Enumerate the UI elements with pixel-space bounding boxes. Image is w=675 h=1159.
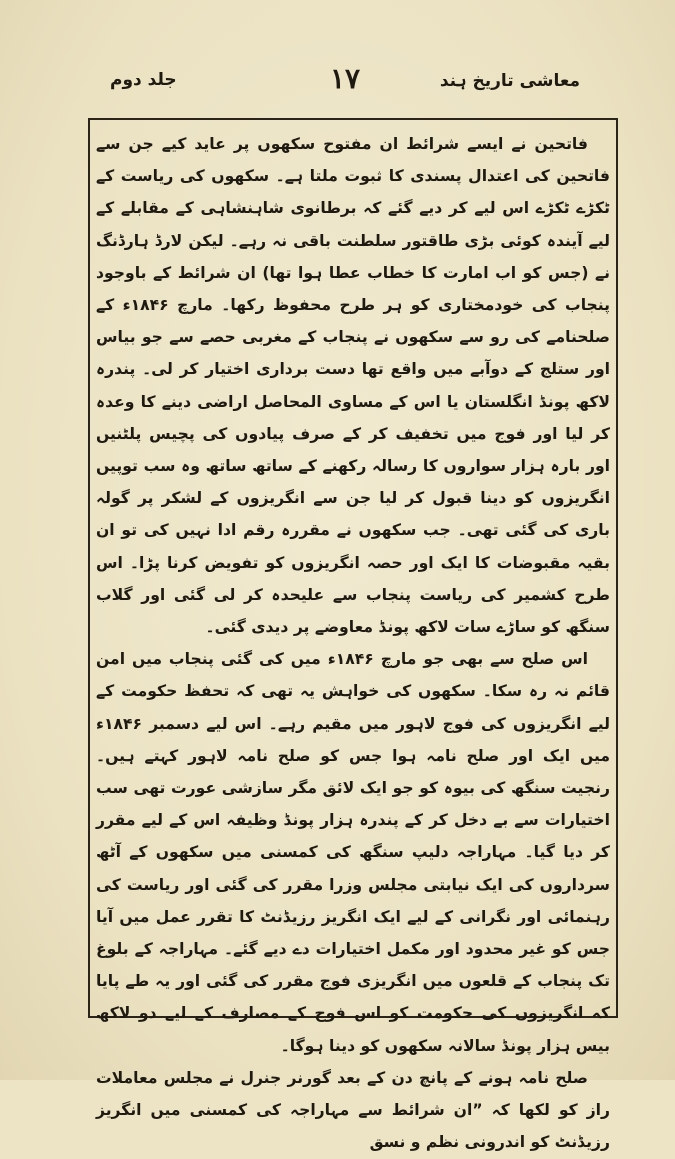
paragraph-1: فاتحین نے ایسے شرائط ان مفتوح سکھوں پر عاید کیے جن سے فاتحین کی اعتدال پسندی کا ثبوت ملتا ہے۔ سکھوں کی ریاست کے ٹکڑے ٹکڑے اس لیے کر دیے گئے کہ برطانوی شاہنشاہی کے مقابلے کے لیے آیندہ کوئی بڑی طاقتور سلطنت باقی نہ رہے۔ لیکن لارڈ ہارڈنگ نے (جس کو اب امارت کا خطاب عطا ہوا تھا) ان شرائط کے باوجود پنجاب کی خودمختاری کو ہر طرح محفوظ رکھا۔ مارچ ۱۸۴۶ء کے صلحنامے کی رو سے سکھوں نے پنجاب کے مغربی حصے سے جو بیاس اور ستلج کے دوآبے میں واقع تھا دست برداری اختیار کر لی۔ پندرہ لاکھ پونڈ انگلستان یا اس کے مساوی المحاصل اراضی دینے کا وعدہ کر لیا اور فوج میں تخفیف کر کے صرف پیادوں کی پچیس پلٹنیں اور بارہ ہزار سواروں کا رسالہ رکھنے کے ساتھ ساتھ وہ سب توپیں انگریزوں کو دینا قبول کر لیا جن سے انگریزوں کے لشکر پر گولہ باری کی گئی تھی۔ جب سکھوں نے مقررہ رقم ادا نہیں کی تو ان بقیہ مقبوضات کا ایک اور حصہ انگریزوں کو تفویض کرنا پڑا۔ اس طرح کشمیر کی ریاست پنجاب سے علیحدہ کر لی گئی اور گلاب سنگھ کو ساڑے سات لاکھ پونڈ معاوضے پر دیدی گئی۔ [96,135,611,637]
paragraph-3: صلح نامہ ہونے کے پانچ دن کے بعد گورنر جنرل نے مجلس معاملات راز کو لکھا کہ ”ان شرائط سے مہاراجہ کی کمسنی میں انگریز رزیڈنٹ کو اندرونی نظم و نسق [96,1068,610,1152]
running-title: معاشی تاریخ ہند [439,71,580,91]
page-header [110,62,580,110]
volume-label: جلد دوم [110,70,177,90]
body-text [96,128,611,1152]
paragraph-2: اس صلح سے بھی جو مارچ ۱۸۴۶ء میں کی گئی پنجاب میں امن قائم نہ رہ سکا۔ سکھوں کی خواہش یہ تھی کہ تحفظ حکومت کے لیے انگریزوں کی فوج لاہور میں مقیم رہے۔ اس لیے دسمبر ۱۸۴۶ء میں ایک اور صلح نامہ ہوا جس کو صلح نامہ لاہور کہتے ہیں۔ رنجیت سنگھ کی بیوہ کو جو ایک لائق مگر سازشی عورت تھی سب اختیارات سے بے دخل کر کے پندرہ ہزار پونڈ وظیفہ اس کے لیے مقرر کر دیا گیا۔ مہاراجہ دلیپ سنگھ کی کمسنی میں سکھوں کے آٹھ سرداروں کی ایک نیابتی مجلس وزرا مقرر کی گئی اور ریاست کی رہنمائی اور نگرانی کے لیے ایک انگریز رزیڈنٹ کا تقرر عمل میں آیا جس کو غیر محدود اور مکمل اختیارات دے دیے گئے۔ مہاراجہ کے بلوغ تک پنجاب کے قلعوں میں انگریزی فوج مقرر کی گئی اور یہ طے پایا کہ انگریزوں کی حکومت کو اس فوج کے مصارف کے لیے دو لاکھ بیس ہزار پونڈ سالانہ سکھوں کو دینا ہوگا۔ [96,650,610,1055]
page-number: ۱۷ [329,62,361,95]
